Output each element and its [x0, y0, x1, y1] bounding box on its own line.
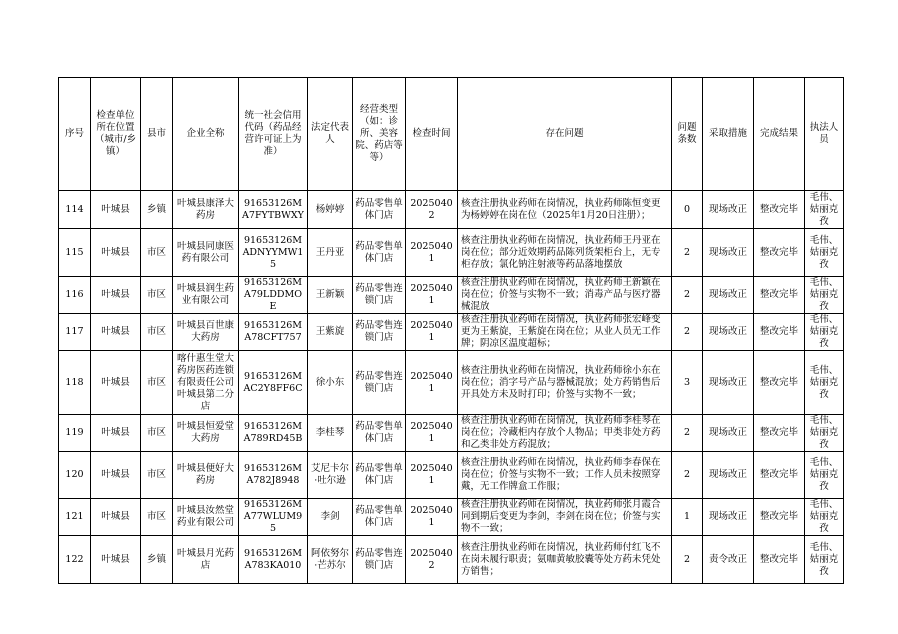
cell-code: 91653126MA782J8948 — [239, 452, 308, 499]
cell-officer: 毛伟、姑丽克孜 — [805, 314, 844, 351]
cell-officer: 毛伟、姑丽克孜 — [805, 536, 844, 584]
cell-code: 91653126MA77WLUM95 — [239, 499, 308, 536]
cell-city: 乡镇 — [141, 536, 173, 584]
cell-city: 市区 — [141, 452, 173, 499]
cell-city: 乡镇 — [141, 191, 173, 229]
cell-time: 20250402 — [406, 536, 458, 584]
cell-issue: 核查注册执业药师在岗情况，执业药师王丹亚在岗在位；部分近效期药品陈列货架柜台上，无专柜存放；氯化钠注射液等药品落地摆放 — [458, 229, 672, 277]
header-type: 经营类型（如：诊所、美容院、药店等等） — [353, 78, 406, 191]
cell-rep: 杨婷婷 — [308, 191, 353, 229]
cell-result: 整改完毕 — [754, 499, 805, 536]
cell-rep: 王紫旋 — [308, 314, 353, 351]
table-row — [59, 452, 844, 499]
cell-location: 叶城县 — [91, 229, 141, 277]
header-seq: 序号 — [59, 78, 91, 191]
cell-measure: 现场改正 — [703, 191, 754, 229]
table-row — [59, 191, 844, 229]
cell-seq: 118 — [59, 351, 91, 415]
cell-seq: 116 — [59, 277, 91, 314]
cell-officer: 毛伟、姑丽克孜 — [805, 452, 844, 499]
cell-rep: 王丹亚 — [308, 229, 353, 277]
cell-count: 2 — [672, 536, 703, 584]
cell-type: 药品零售连锁门店 — [353, 314, 406, 351]
cell-issue: 核查注册执业药师在岗情况，执业药师徐小东在岗在位；消字号产品与器械混放；处方药销售后开具处方未及时打印；价签与实物不一致； — [458, 351, 672, 415]
cell-issue: 核查注册执业药师在岗情况，执业药师王新颖在岗在位；价签与实物不一致；消毒产品与医疗器械混放 — [458, 277, 672, 314]
cell-code: 91653126MA79LDDMOE — [239, 277, 308, 314]
table-row — [59, 314, 844, 351]
table-row — [59, 499, 844, 536]
header-location: 检查单位所在位置（城市/乡镇） — [91, 78, 141, 191]
cell-city: 市区 — [141, 499, 173, 536]
cell-rep: 徐小东 — [308, 351, 353, 415]
cell-seq: 117 — [59, 314, 91, 351]
header-officer: 执法人员 — [805, 78, 844, 191]
table-row — [59, 277, 844, 314]
table-row — [59, 229, 844, 277]
cell-count: 2 — [672, 314, 703, 351]
cell-result: 整改完毕 — [754, 536, 805, 584]
cell-count: 3 — [672, 351, 703, 415]
header-issue: 存在问题 — [458, 78, 672, 191]
cell-time: 20250401 — [406, 415, 458, 452]
cell-company: 喀什惠生堂大药房医药连锁有限责任公司叶城县第二分店 — [173, 351, 239, 415]
cell-city: 市区 — [141, 351, 173, 415]
cell-issue: 核查注册执业药师在岗情况，执业药师张宏峰变更为王紫旋，王紫旋在岗在位；从业人员无工作牌；阴凉区温度超标； — [458, 314, 672, 351]
cell-result: 整改完毕 — [754, 191, 805, 229]
cell-code: 91653126MA789RD45B — [239, 415, 308, 452]
cell-company: 叶城县便好大药房 — [173, 452, 239, 499]
cell-type: 药品零售连锁门店 — [353, 277, 406, 314]
header-row — [59, 78, 844, 191]
table-row — [59, 351, 844, 415]
cell-rep: 李剑 — [308, 499, 353, 536]
cell-code: 91653126MA783KA010 — [239, 536, 308, 584]
cell-city: 市区 — [141, 314, 173, 351]
cell-officer: 毛伟、姑丽克孜 — [805, 415, 844, 452]
cell-count: 2 — [672, 229, 703, 277]
cell-time: 20250401 — [406, 351, 458, 415]
cell-measure: 现场改正 — [703, 351, 754, 415]
cell-officer: 毛伟、姑丽克孜 — [805, 191, 844, 229]
header-city: 县市 — [141, 78, 173, 191]
cell-result: 整改完毕 — [754, 314, 805, 351]
cell-time: 20250401 — [406, 499, 458, 536]
cell-count: 2 — [672, 415, 703, 452]
cell-company: 叶城县恒爱堂大药房 — [173, 415, 239, 452]
cell-company: 叶城县润生药业有限公司 — [173, 277, 239, 314]
cell-time: 20250401 — [406, 277, 458, 314]
cell-time: 20250401 — [406, 229, 458, 277]
cell-issue: 核查注册执业药师在岗情况，执业药师付红飞不在岗未履行职责；氨咖黄敏胶囊等处方药未凭处方销售； — [458, 536, 672, 584]
cell-city: 市区 — [141, 277, 173, 314]
cell-seq: 119 — [59, 415, 91, 452]
cell-issue: 核查注册执业药师在岗情况，执业药师李春保在岗在位；价签与实物不一致；工作人员未按照穿戴，无工作牌盒工作服； — [458, 452, 672, 499]
cell-seq: 122 — [59, 536, 91, 584]
cell-measure: 责令改正 — [703, 536, 754, 584]
cell-time: 20250401 — [406, 314, 458, 351]
cell-location: 叶城县 — [91, 452, 141, 499]
cell-location: 叶城县 — [91, 536, 141, 584]
inspection-table — [58, 77, 844, 584]
cell-time: 20250401 — [406, 452, 458, 499]
cell-code: 91653126MA78CFT757 — [239, 314, 308, 351]
cell-issue: 核查注册执业药师在岗情况，执业药师李桂琴在岗在位；冷藏柜内存放个人物品；甲类非处方药和乙类非处方药混放； — [458, 415, 672, 452]
cell-company: 叶城县百世康大药房 — [173, 314, 239, 351]
cell-type: 药品零售单体门店 — [353, 415, 406, 452]
cell-location: 叶城县 — [91, 277, 141, 314]
cell-location: 叶城县 — [91, 351, 141, 415]
header-rep: 法定代表人 — [308, 78, 353, 191]
cell-seq: 121 — [59, 499, 91, 536]
cell-result: 整改完毕 — [754, 229, 805, 277]
cell-officer: 毛伟、姑丽克孜 — [805, 351, 844, 415]
cell-rep: 李桂琴 — [308, 415, 353, 452]
cell-time: 20250402 — [406, 191, 458, 229]
cell-location: 叶城县 — [91, 191, 141, 229]
header-company: 企业全称 — [173, 78, 239, 191]
cell-result: 整改完毕 — [754, 277, 805, 314]
cell-issue: 核查注册执业药师在岗情况，执业药师张月霞合同到期后变更为李剑，李剑在岗在位；价签与实物不一致； — [458, 499, 672, 536]
cell-code: 91653126MAC2Y8FF6C — [239, 351, 308, 415]
cell-measure: 现场改正 — [703, 452, 754, 499]
cell-type: 药品零售连锁门店 — [353, 351, 406, 415]
cell-officer: 毛伟、姑丽克孜 — [805, 229, 844, 277]
cell-count: 1 — [672, 499, 703, 536]
header-code: 统一社会信用代码（药品经营许可证上为准） — [239, 78, 308, 191]
cell-measure: 现场改正 — [703, 314, 754, 351]
header-result: 完成结果 — [754, 78, 805, 191]
cell-measure: 现场改正 — [703, 229, 754, 277]
cell-result: 整改完毕 — [754, 415, 805, 452]
cell-seq: 120 — [59, 452, 91, 499]
cell-type: 药品零售单体门店 — [353, 229, 406, 277]
header-count: 问题条数 — [672, 78, 703, 191]
cell-issue: 核查注册执业药师在岗情况，执业药师陈恒变更为杨婷婷在岗在位（2025年1月20日注册）； — [458, 191, 672, 229]
cell-seq: 114 — [59, 191, 91, 229]
cell-measure: 现场改正 — [703, 415, 754, 452]
cell-seq: 115 — [59, 229, 91, 277]
table-row — [59, 415, 844, 452]
cell-officer: 毛伟、姑丽克孜 — [805, 277, 844, 314]
cell-rep: 阿依努尔·芒苏尔 — [308, 536, 353, 584]
cell-type: 药品零售单体门店 — [353, 191, 406, 229]
cell-code: 91653126MADNYYMW15 — [239, 229, 308, 277]
cell-measure: 现场改正 — [703, 499, 754, 536]
header-time: 检查时间 — [406, 78, 458, 191]
cell-location: 叶城县 — [91, 314, 141, 351]
cell-rep: 王新颖 — [308, 277, 353, 314]
cell-type: 药品零售单体门店 — [353, 499, 406, 536]
cell-company: 叶城县康泽大药房 — [173, 191, 239, 229]
cell-company: 叶城县月光药店 — [173, 536, 239, 584]
cell-count: 2 — [672, 452, 703, 499]
cell-code: 91653126MA7FYTBWXY — [239, 191, 308, 229]
table-row — [59, 536, 844, 584]
cell-result: 整改完毕 — [754, 452, 805, 499]
cell-officer: 毛伟、姑丽克孜 — [805, 499, 844, 536]
header-measure: 采取措施 — [703, 78, 754, 191]
cell-company: 叶城县同康医药有限公司 — [173, 229, 239, 277]
cell-location: 叶城县 — [91, 415, 141, 452]
cell-company: 叶城县汝然堂药业有限公司 — [173, 499, 239, 536]
cell-city: 市区 — [141, 415, 173, 452]
cell-measure: 现场改正 — [703, 277, 754, 314]
cell-type: 药品零售连锁门店 — [353, 536, 406, 584]
cell-type: 药品零售单体门店 — [353, 452, 406, 499]
cell-location: 叶城县 — [91, 499, 141, 536]
cell-city: 市区 — [141, 229, 173, 277]
cell-result: 整改完毕 — [754, 351, 805, 415]
cell-count: 2 — [672, 277, 703, 314]
cell-rep: 艾尼卡尔·吐尔逊 — [308, 452, 353, 499]
cell-count: 0 — [672, 191, 703, 229]
